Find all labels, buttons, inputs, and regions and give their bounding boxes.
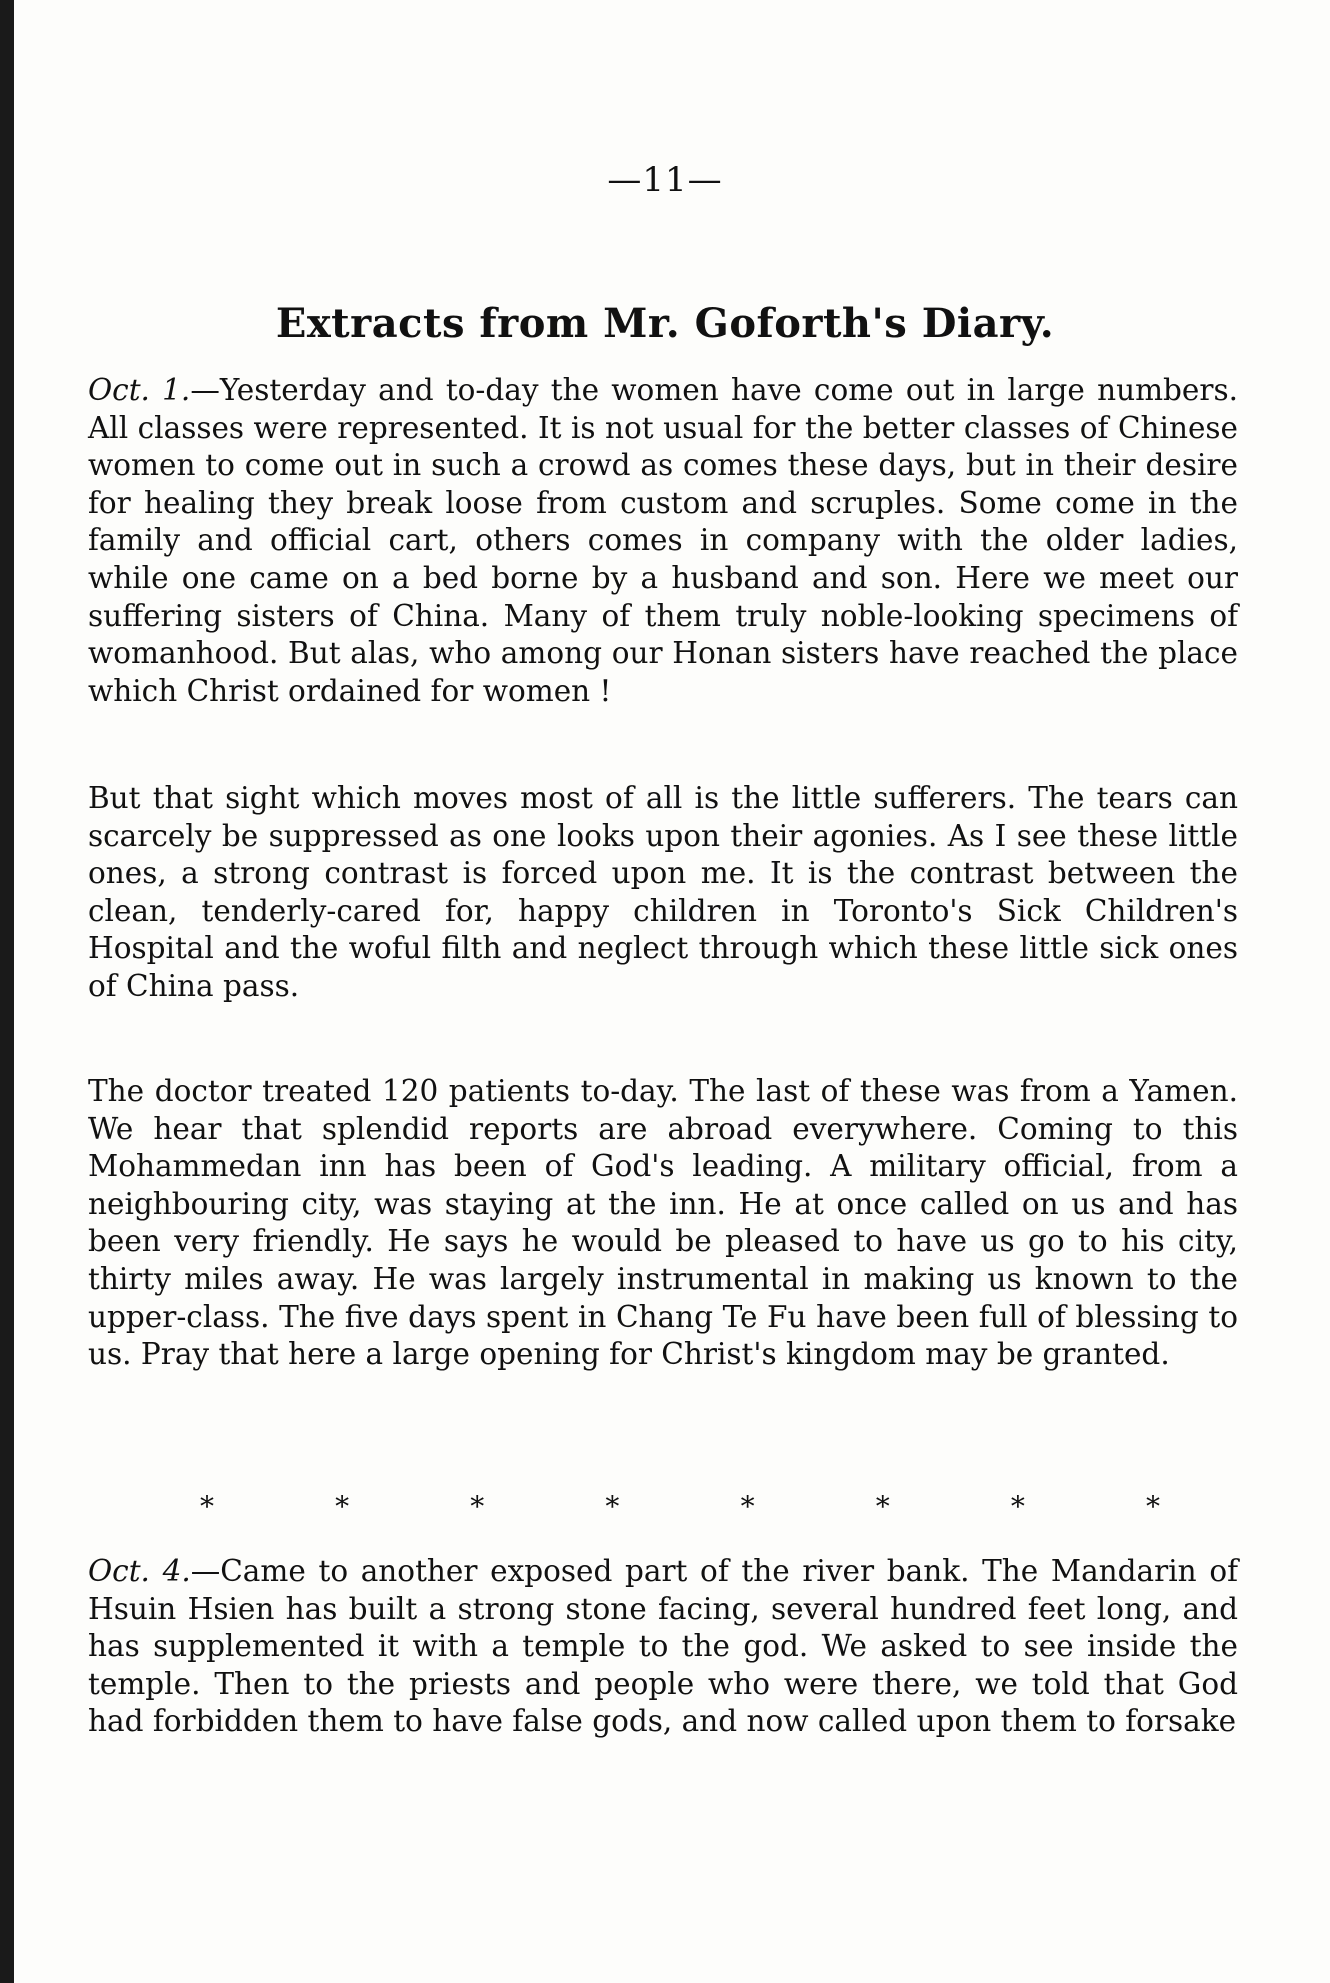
page-binding-edge xyxy=(0,0,14,1983)
diary-entry-oct-4 xyxy=(88,1553,1238,1741)
entry-date: Oct. 4. xyxy=(88,1554,191,1588)
entry-date: Oct. 1. xyxy=(88,373,191,407)
separator-star: * xyxy=(875,1490,890,1523)
separator-star: * xyxy=(335,1490,350,1523)
diary-entry-oct-1 xyxy=(88,372,1238,710)
separator-star: * xyxy=(470,1490,485,1523)
separator-star: * xyxy=(1010,1490,1025,1523)
entry-text: —Came to another exposed part of the river bank. The Mandarin of Hsuin Hsien has built a strong stone facing, several hundred feet long, and has supplemented it with a temple to the god. We asked to see inside the temple. Then to the priests and people who were there, we told that God had forbidden them to have false gods, and now called upon them to forsake xyxy=(88,1554,1238,1739)
diary-paragraph-doctor xyxy=(88,1073,1238,1374)
entry-text: The doctor treated 120 patients to-day. The last of these was from a Yamen. We hear that splendid reports are abroad everywhere. Coming to this Mohammedan inn has been of God's leading. A military official, from a neighbouring city, was staying at the inn. He at once called on us and has been very friendly. He says he would be pleased to have us go to his city, thirty miles away. He was largely instrumental in making us known to the upper-class. The five days spent in Chang Te Fu have been full of blessing to us. Pray that here a large opening for Christ's kingdom may be granted. xyxy=(88,1074,1238,1372)
section-separator xyxy=(200,1490,1160,1523)
entry-text: —Yesterday and to-day the women have come out in large numbers. All classes were represented. It is not usual for the better classes of Chinese women to come out in such a crowd as comes these days, but in their desire for healing they break loose from custom and scruples. Some come in the family and official cart, others comes in company with the older ladies, while one came on a bed borne by a husband and son. Here we meet our suffering sisters of China. Many of them truly noble-looking specimens of womanhood. But alas, who among our Honan sisters have reached the place which Christ ordained for women ! xyxy=(88,373,1238,708)
page-heading: Extracts from Mr. Goforth's Diary. xyxy=(275,300,1055,347)
separator-star: * xyxy=(605,1490,620,1523)
separator-star: * xyxy=(1145,1490,1160,1523)
separator-star: * xyxy=(200,1490,214,1523)
separator-star: * xyxy=(740,1490,755,1523)
page-number: —11— xyxy=(607,160,723,200)
diary-paragraph-sufferers xyxy=(88,780,1238,1006)
entry-text: But that sight which moves most of all is the little sufferers. The tears can scarcely be suppressed as one looks upon their agonies. As I see these little ones, a strong contrast is forced upon me. It is the contrast between the clean, tenderly-cared for, happy children in Toronto's Sick Children's Hospital and the woful filth and neglect through which these little sick ones of China pass. xyxy=(88,781,1238,1003)
